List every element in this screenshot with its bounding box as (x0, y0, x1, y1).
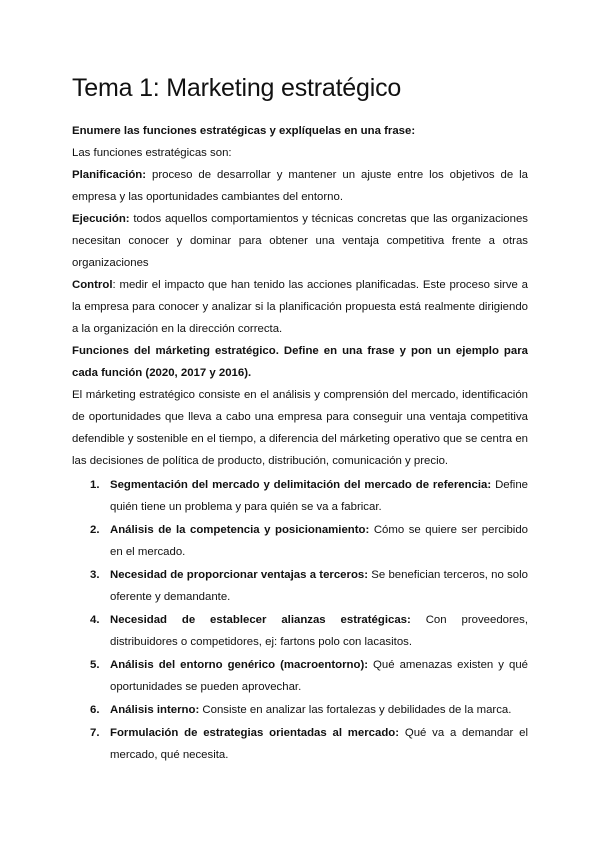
item-term: Formulación de estrategias orientadas al mercado: (110, 727, 400, 739)
list-number: 5. (90, 659, 100, 671)
functions-list (72, 474, 528, 766)
item-text: Consiste en analizar las fortalezas y debilidades de la marca. (199, 704, 512, 716)
list-item (72, 609, 528, 653)
term-definition: : medir el impacto que han tenido las acciones planificadas. Este proceso sirve a la empresa para conocer y analizar si la planificación propuesta está realmente dirigiendo a la organización en la dirección correcta. (72, 279, 528, 335)
item-term: Necesidad de establecer alianzas estratégicas: (110, 614, 411, 626)
term-definition: proceso de desarrollar y mantener un ajuste entre los objetivos de la empresa y las oportunidades cambiantes del entorno. (72, 169, 528, 203)
item-term: Análisis de la competencia y posicionamiento: (110, 524, 370, 536)
function-control (72, 274, 528, 340)
term-label: Planificación: (72, 169, 147, 181)
item-term: Análisis del entorno genérico (macroentorno): (110, 659, 369, 671)
list-number: 3. (90, 569, 100, 581)
list-item (72, 699, 528, 721)
list-item (72, 474, 528, 518)
list-number: 4. (90, 614, 100, 626)
list-item (72, 722, 528, 766)
page-title: Tema 1: Marketing estratégico (72, 74, 402, 102)
item-text: Define quién tiene un problema y para quién se va a fabricar. (110, 479, 529, 513)
list-number: 1. (90, 479, 100, 491)
document-body (72, 120, 528, 767)
item-term: Necesidad de proporcionar ventajas a terceros: (110, 569, 369, 581)
intro-text: Las funciones estratégicas son: (72, 147, 232, 159)
marketing-paragraph: El márketing estratégico consiste en el análisis y comprensión del mercado, identificación de oportunidades que lleva a cabo una empresa para conseguir una ventaja competitiva defendible y sostenible en el tiempo, a diferencia del márketing operativo que se centra en las decisiones de política de producto, distribución, comunicación y precio. (72, 389, 528, 467)
item-text: Se benefician terceros, no solo oferente y demandante. (110, 569, 528, 603)
term-label: Ejecución: (72, 213, 130, 225)
item-term: Segmentación del mercado y delimitación del mercado de referencia: (110, 479, 492, 491)
list-item (72, 564, 528, 608)
function-ejecucion (72, 208, 528, 274)
function-planificacion (72, 164, 528, 208)
list-number: 7. (90, 727, 100, 739)
item-text: Cómo se quiere ser percibido en el mercado. (110, 524, 528, 558)
list-number: 2. (90, 524, 100, 536)
item-text: Qué amenazas existen y qué oportunidades se pueden aprovechar. (110, 659, 528, 693)
question-marketing-functions: Funciones del márketing estratégico. Define en una frase y pon un ejemplo para cada función (2020, 2017 y 2016). (72, 345, 528, 379)
item-term: Análisis interno: (110, 704, 200, 716)
question-strategic-functions: Enumere las funciones estratégicas y explíquelas en una frase: (72, 125, 416, 137)
list-number: 6. (90, 704, 100, 716)
item-text: Qué va a demandar el mercado, qué necesita. (110, 727, 528, 761)
term-definition: todos aquellos comportamientos y técnicas concretas que las organizaciones necesitan conocer y dominar para obtener una ventaja competitiva frente a otras organizaciones (72, 213, 528, 269)
term-label: Control (72, 279, 113, 291)
list-item (72, 654, 528, 698)
item-text: Con proveedores, distribuidores o competidores, ej: fartons polo con lacasitos. (110, 614, 528, 648)
list-item (72, 519, 528, 563)
